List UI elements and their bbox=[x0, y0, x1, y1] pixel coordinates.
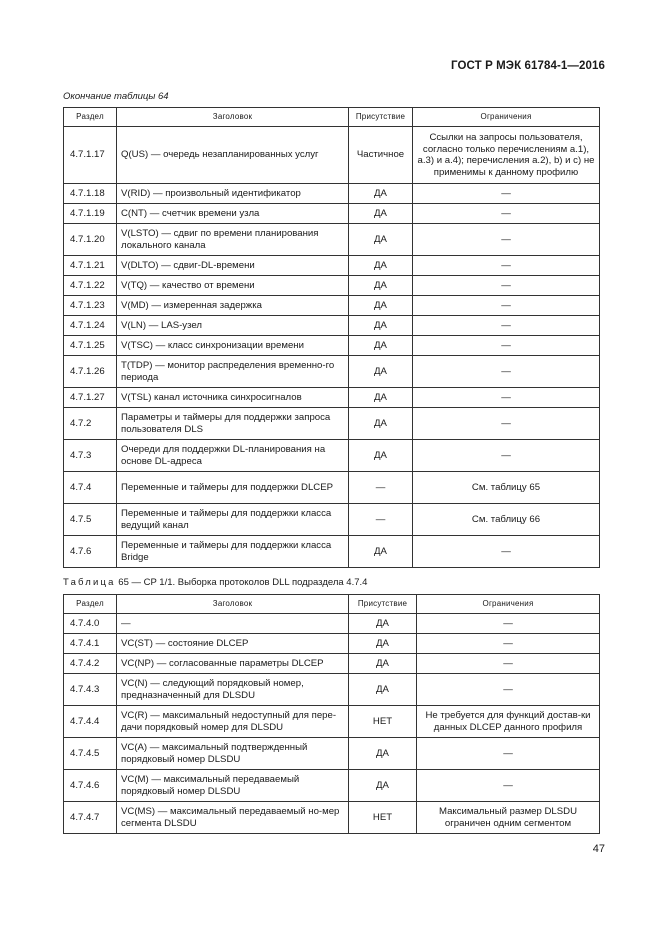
cell-presence: — bbox=[349, 504, 413, 536]
table-row bbox=[64, 674, 600, 706]
cell-section: 4.7.4.0 bbox=[64, 614, 117, 634]
table-row bbox=[64, 276, 600, 296]
cell-limits: — bbox=[417, 614, 600, 634]
column-header-title: Заголовок bbox=[117, 108, 349, 127]
table-header-row bbox=[64, 595, 600, 614]
table-row bbox=[64, 802, 600, 834]
table-row bbox=[64, 224, 600, 256]
column-header-presence: Присутствие bbox=[349, 595, 417, 614]
cell-presence: ДА bbox=[349, 674, 417, 706]
cell-presence: ДА bbox=[349, 388, 413, 408]
cell-section: 4.7.3 bbox=[64, 440, 117, 472]
cell-limits: — bbox=[417, 634, 600, 654]
cell-title: V(TQ) — качество от времени bbox=[117, 276, 349, 296]
cell-presence: ДА bbox=[349, 614, 417, 634]
table-row bbox=[64, 738, 600, 770]
table-64-caption: Окончание таблицы 64 bbox=[63, 91, 169, 102]
cell-limits: См. таблицу 66 bbox=[413, 504, 600, 536]
cell-presence: — bbox=[349, 472, 413, 504]
column-header-limits: Ограничения bbox=[413, 108, 600, 127]
cell-limits: — bbox=[413, 184, 600, 204]
table-row bbox=[64, 256, 600, 276]
cell-presence: ДА bbox=[349, 296, 413, 316]
cell-title: V(LSTO) — сдвиг по времени планирования локального канала bbox=[117, 224, 349, 256]
cell-section: 4.7.4.4 bbox=[64, 706, 117, 738]
cell-limits: — bbox=[413, 316, 600, 336]
cell-presence: ДА bbox=[349, 316, 413, 336]
table-row bbox=[64, 654, 600, 674]
cell-limits: См. таблицу 65 bbox=[413, 472, 600, 504]
table-row bbox=[64, 388, 600, 408]
cell-limits: — bbox=[413, 336, 600, 356]
page-number: 47 bbox=[592, 843, 605, 855]
cell-section: 4.7.1.24 bbox=[64, 316, 117, 336]
table-65 bbox=[63, 594, 600, 834]
table-row bbox=[64, 472, 600, 504]
cell-limits: — bbox=[413, 408, 600, 440]
cell-section: 4.7.1.27 bbox=[64, 388, 117, 408]
cell-limits: — bbox=[413, 256, 600, 276]
table-row bbox=[64, 614, 600, 634]
table-row bbox=[64, 356, 600, 388]
cell-presence: НЕТ bbox=[349, 802, 417, 834]
cell-section: 4.7.1.26 bbox=[64, 356, 117, 388]
cell-title: VC(MS) — максимальный передаваемый но-мер сегмента DLSDU bbox=[117, 802, 349, 834]
cell-section: 4.7.1.20 bbox=[64, 224, 117, 256]
cell-limits: — bbox=[417, 654, 600, 674]
cell-presence: ДА bbox=[349, 536, 413, 568]
cell-presence: ДА bbox=[349, 256, 413, 276]
cell-section: 4.7.1.22 bbox=[64, 276, 117, 296]
table-row bbox=[64, 184, 600, 204]
cell-title: V(DLTO) — сдвиг-DL-времени bbox=[117, 256, 349, 276]
table-row bbox=[64, 706, 600, 738]
cell-presence: ДА bbox=[349, 356, 413, 388]
cell-section: 4.7.4.1 bbox=[64, 634, 117, 654]
cell-section: 4.7.5 bbox=[64, 504, 117, 536]
table-row bbox=[64, 316, 600, 336]
cell-limits: — bbox=[417, 738, 600, 770]
cell-presence: ДА bbox=[349, 440, 413, 472]
cell-presence: Частичное bbox=[349, 127, 413, 184]
column-header-title: Заголовок bbox=[117, 595, 349, 614]
cell-section: 4.7.1.21 bbox=[64, 256, 117, 276]
column-header-presence: Присутствие bbox=[349, 108, 413, 127]
cell-title: V(TSL) канал источника синхросигналов bbox=[117, 388, 349, 408]
cell-title: VC(M) — максимальный передаваемый порядковый номер DLSDU bbox=[117, 770, 349, 802]
table-row bbox=[64, 336, 600, 356]
cell-presence: ДА bbox=[349, 276, 413, 296]
cell-section: 4.7.4.7 bbox=[64, 802, 117, 834]
cell-title: V(TSC) — класс синхронизации времени bbox=[117, 336, 349, 356]
cell-title: VC(A) — максимальный подтвержденный порядковый номер DLSDU bbox=[117, 738, 349, 770]
table-65-caption bbox=[63, 577, 367, 588]
cell-presence: ДА bbox=[349, 654, 417, 674]
cell-title: T(TDP) — монитор распределения временно-го периода bbox=[117, 356, 349, 388]
cell-limits: Максимальный размер DLSDU ограничен одним сегментом bbox=[417, 802, 600, 834]
table-row bbox=[64, 296, 600, 316]
table-row bbox=[64, 127, 600, 184]
cell-presence: ДА bbox=[349, 408, 413, 440]
cell-section: 4.7.2 bbox=[64, 408, 117, 440]
cell-presence: ДА bbox=[349, 204, 413, 224]
table-row bbox=[64, 536, 600, 568]
table-row bbox=[64, 770, 600, 802]
cell-section: 4.7.4.5 bbox=[64, 738, 117, 770]
table-row bbox=[64, 504, 600, 536]
cell-section: 4.7.1.23 bbox=[64, 296, 117, 316]
cell-title: Переменные и таймеры для поддержки DLCEP bbox=[117, 472, 349, 504]
cell-title: C(NT) — счетчик времени узла bbox=[117, 204, 349, 224]
cell-limits: — bbox=[413, 356, 600, 388]
table-row bbox=[64, 408, 600, 440]
cell-section: 4.7.4.6 bbox=[64, 770, 117, 802]
cell-presence: ДА bbox=[349, 224, 413, 256]
cell-title: Переменные и таймеры для поддержки класса ведущий канал bbox=[117, 504, 349, 536]
cell-title: V(MD) — измеренная задержка bbox=[117, 296, 349, 316]
cell-limits: — bbox=[413, 276, 600, 296]
table-64 bbox=[63, 107, 600, 568]
cell-presence: ДА bbox=[349, 634, 417, 654]
cell-title: V(LN) — LAS-узел bbox=[117, 316, 349, 336]
cell-limits: — bbox=[417, 674, 600, 706]
table-header-row bbox=[64, 108, 600, 127]
cell-presence: НЕТ bbox=[349, 706, 417, 738]
cell-section: 4.7.4.3 bbox=[64, 674, 117, 706]
cell-title: VC(R) — максимальный недоступный для пере-дачи порядковый номер для DLSDU bbox=[117, 706, 349, 738]
cell-presence: ДА bbox=[349, 184, 413, 204]
cell-title: V(RID) — произвольный идентификатор bbox=[117, 184, 349, 204]
cell-limits: — bbox=[413, 440, 600, 472]
cell-limits: — bbox=[413, 204, 600, 224]
cell-section: 4.7.4 bbox=[64, 472, 117, 504]
cell-section: 4.7.1.18 bbox=[64, 184, 117, 204]
cell-section: 4.7.6 bbox=[64, 536, 117, 568]
cell-presence: ДА bbox=[349, 336, 413, 356]
cell-limits: — bbox=[413, 224, 600, 256]
cell-limits: — bbox=[417, 770, 600, 802]
document-id: ГОСТ Р МЭК 61784-1—2016 bbox=[451, 60, 605, 72]
cell-section: 4.7.4.2 bbox=[64, 654, 117, 674]
table-row bbox=[64, 440, 600, 472]
cell-presence: ДА bbox=[349, 770, 417, 802]
cell-title: VC(ST) — состояние DLCEP bbox=[117, 634, 349, 654]
cell-title: VC(NP) — согласованные параметры DLCEP bbox=[117, 654, 349, 674]
cell-limits: — bbox=[413, 388, 600, 408]
column-header-section: Раздел bbox=[64, 595, 117, 614]
cell-limits: — bbox=[413, 536, 600, 568]
cell-limits: Не требуется для функций достав-ки данных DLCEP данного профиля bbox=[417, 706, 600, 738]
table-row bbox=[64, 634, 600, 654]
cell-title: — bbox=[117, 614, 349, 634]
column-header-section: Раздел bbox=[64, 108, 117, 127]
cell-title: Очереди для поддержки DL-планирования на основе DL-адреса bbox=[117, 440, 349, 472]
cell-title: Параметры и таймеры для поддержки запроса пользователя DLS bbox=[117, 408, 349, 440]
cell-title: Переменные и таймеры для поддержки класса Bridge bbox=[117, 536, 349, 568]
cell-section: 4.7.1.25 bbox=[64, 336, 117, 356]
table-row bbox=[64, 204, 600, 224]
table-65-caption-text: 65 — CP 1/1. Выборка протоколов DLL подраздела 4.7.4 bbox=[115, 577, 368, 588]
cell-limits: Ссылки на запросы пользователя, согласно только перечислениям a.1), a.3) и a.4); перечисления a.2), b) и c) не применимы к данному профилю bbox=[413, 127, 600, 184]
column-header-limits: Ограничения bbox=[417, 595, 600, 614]
cell-title: VC(N) — следующий порядковый номер, предназначенный для DLSDU bbox=[117, 674, 349, 706]
cell-limits: — bbox=[413, 296, 600, 316]
cell-section: 4.7.1.19 bbox=[64, 204, 117, 224]
table-65-caption-prefix: Таблица bbox=[63, 577, 116, 588]
cell-section: 4.7.1.17 bbox=[64, 127, 117, 184]
cell-presence: ДА bbox=[349, 738, 417, 770]
cell-title: Q(US) — очередь незапланированных услуг bbox=[117, 127, 349, 184]
